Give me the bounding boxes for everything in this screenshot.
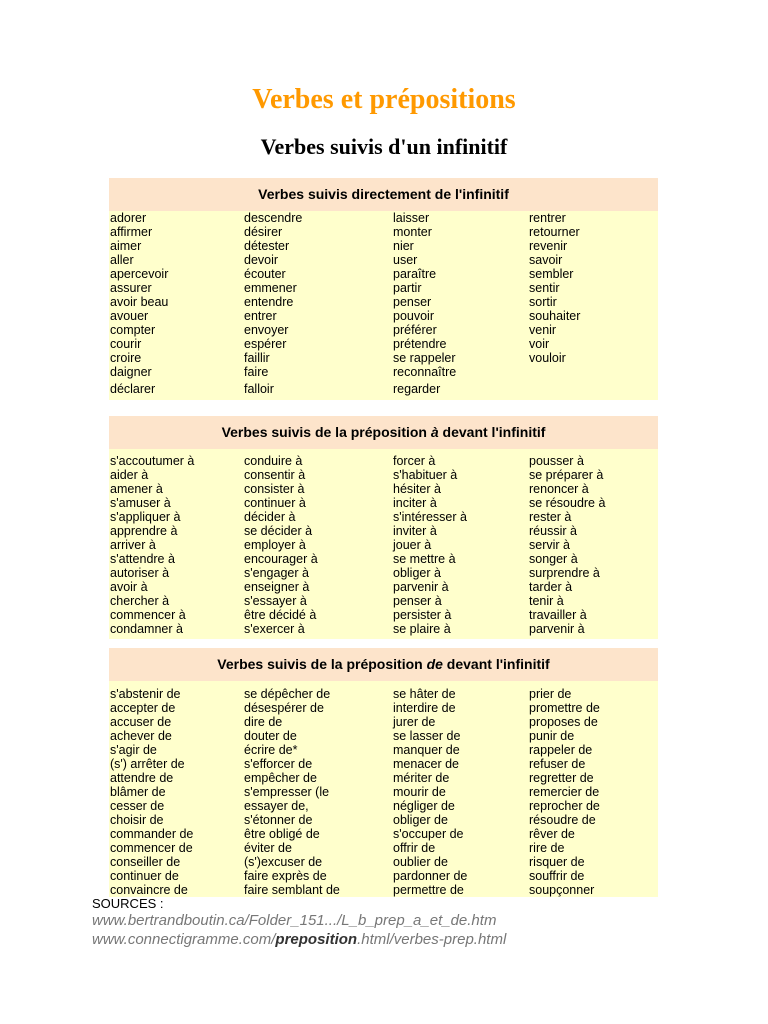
verb-cell: laisser (393, 211, 430, 225)
verb-cell: reconnaître (393, 365, 457, 379)
verb-cell: regretter de (529, 771, 594, 785)
verb-cell: renoncer à (529, 482, 589, 496)
table-row (109, 337, 658, 351)
verb-cell: aimer (110, 239, 142, 253)
verb-cell: s'attendre à (110, 552, 175, 566)
page-title: Verbes et prépositions (252, 84, 516, 115)
verb-cell: offrir de (393, 841, 436, 855)
verb-cell: manquer de (393, 743, 460, 757)
verb-cell: partir (393, 281, 422, 295)
page-subtitle: Verbes suivis d'un infinitif (260, 134, 508, 159)
section-header (109, 648, 658, 681)
table-row (109, 785, 658, 799)
table-row (109, 365, 658, 379)
header-text: Verbes suivis de la préposition (221, 424, 431, 440)
table-row (109, 295, 658, 309)
verb-cell: proposes de (529, 715, 598, 729)
verb-cell: se décider à (244, 524, 313, 538)
verb-cell: nier (393, 239, 414, 253)
verb-cell: réussir à (529, 524, 577, 538)
verb-cell: se dépêcher de (244, 687, 331, 701)
verb-cell: s'accoutumer à (110, 454, 195, 468)
verb-cell: soupçonner (529, 883, 595, 897)
verb-cell: mourir de (393, 785, 446, 799)
verb-cell: inviter à (393, 524, 437, 538)
verb-cell: déclarer (110, 382, 156, 396)
verb-cell: souhaiter (529, 309, 581, 323)
verb-cell: regarder (393, 382, 441, 396)
table-row (109, 566, 658, 580)
verb-cell: s'appliquer à (110, 510, 181, 524)
verb-cell: rester à (529, 510, 572, 524)
verb-cell: négliger de (393, 799, 455, 813)
table-row (109, 687, 658, 701)
verb-cell: interdire de (393, 701, 456, 715)
verb-cell: s'abstenir de (110, 687, 181, 701)
verb-cell: conseiller de (110, 855, 181, 869)
table-row (109, 538, 658, 552)
verb-cell: refuser de (529, 757, 586, 771)
verb-cell: rire de (529, 841, 565, 855)
table-row (109, 323, 658, 337)
section-direct-infinitive (109, 178, 658, 400)
verb-cell: punir de (529, 729, 575, 743)
verb-cell: s'exercer à (244, 622, 305, 636)
verb-cell: s'empresser (le (244, 785, 330, 799)
header-preposition: à (430, 424, 439, 440)
header-text: devant l'infinitif (438, 424, 546, 440)
header-text: Verbes suivis de la préposition (217, 656, 427, 672)
verb-cell: paraître (393, 267, 437, 281)
table-row (109, 701, 658, 715)
verb-cell: cesser de (110, 799, 165, 813)
verb-cell: rentrer (529, 211, 566, 225)
verb-cell: faire semblant de (244, 883, 340, 897)
verb-cell: autoriser à (110, 566, 170, 580)
table-row (109, 351, 658, 365)
verb-cell: achever de (110, 729, 172, 743)
verb-cell: servir à (529, 538, 570, 552)
verb-cell: commencer à (110, 608, 186, 622)
table-row (109, 883, 658, 897)
table-row (109, 622, 658, 636)
verb-cell: douter de (244, 729, 297, 743)
verb-cell: remercier de (529, 785, 600, 799)
verb-cell: être obligé de (244, 827, 320, 841)
verb-cell: (s')excuser de (244, 855, 323, 869)
verb-cell: aider à (110, 468, 149, 482)
verb-cell: éviter de (244, 841, 292, 855)
section-preposition-de (109, 648, 658, 897)
table-row (109, 482, 658, 496)
verb-cell: emmener (244, 281, 297, 295)
table-row (109, 855, 658, 869)
verb-cell: se hâter de (393, 687, 456, 701)
verb-cell (529, 382, 658, 396)
verb-cell: vouloir (529, 351, 566, 365)
verb-cell: désespérer de (244, 701, 324, 715)
verb-cell: se préparer à (529, 468, 604, 482)
verb-cell: accepter de (110, 701, 176, 715)
verb-cell: tarder à (529, 580, 573, 594)
verb-cell: souffrir de (529, 869, 585, 883)
verb-cell: pousser à (529, 454, 584, 468)
table-row (109, 729, 658, 743)
section-header: Verbes suivis directement de l'infinitif (109, 178, 658, 211)
table-row (109, 608, 658, 622)
verb-cell: falloir (244, 382, 274, 396)
verb-cell: encourager à (244, 552, 318, 566)
table-row (109, 743, 658, 757)
verb-cell: retourner (529, 225, 580, 239)
verb-cell: apprendre à (110, 524, 178, 538)
verb-cell: devoir (244, 253, 279, 267)
table-row (109, 524, 658, 538)
verb-cell: faillir (244, 351, 270, 365)
verb-cell: tenir à (529, 594, 564, 608)
verb-cell: s'habituer à (393, 468, 458, 482)
verb-cell: être décidé à (244, 608, 317, 622)
table-row (109, 253, 658, 267)
verb-cell: conduire à (244, 454, 303, 468)
verb-cell: (s') arrêter de (110, 757, 185, 771)
verb-cell: obliger de (393, 813, 448, 827)
verb-cell: essayer de, (244, 799, 309, 813)
table-row (109, 468, 658, 482)
verb-cell: se mettre à (393, 552, 456, 566)
verb-cell: arriver à (110, 538, 156, 552)
verb-cell: jouer à (393, 538, 432, 552)
verb-cell (529, 365, 658, 379)
table-row (109, 552, 658, 566)
source-link-part: preposition (275, 931, 358, 948)
verb-cell: croire (110, 351, 142, 365)
verb-cell: revenir (529, 239, 568, 253)
verb-cell: espérer (244, 337, 287, 351)
verb-cell: songer à (529, 552, 578, 566)
table-row (109, 211, 658, 225)
verb-cell: continuer à (244, 496, 306, 510)
verb-cell: préférer (393, 323, 437, 337)
verb-cell: entrer (244, 309, 277, 323)
verb-cell: amener à (110, 482, 163, 496)
header-text: devant l'infinitif (442, 656, 550, 672)
verb-cell: s'efforcer de (244, 757, 313, 771)
verb-cell: affirmer (110, 225, 153, 239)
table-row (109, 594, 658, 608)
table-row (109, 382, 658, 396)
table-row (109, 827, 658, 841)
table-row (109, 225, 658, 239)
header-preposition: de (426, 656, 443, 672)
verb-cell: sembler (529, 267, 574, 281)
verb-cell: jurer de (393, 715, 436, 729)
verb-cell: résoudre de (529, 813, 596, 827)
verb-cell: daigner (110, 365, 152, 379)
verb-cell: reprocher de (529, 799, 600, 813)
verb-cell: risquer de (529, 855, 585, 869)
verb-cell: décider à (244, 510, 296, 524)
verb-cell: continuer de (110, 869, 179, 883)
sources-label: SOURCES : (92, 896, 164, 911)
verb-cell: parvenir à (529, 622, 585, 636)
verb-cell: sortir (529, 295, 557, 309)
verb-cell: user (393, 253, 418, 267)
table-row (109, 799, 658, 813)
verb-cell: s'étonner de (244, 813, 313, 827)
verb-cell: blâmer de (110, 785, 166, 799)
verb-cell: attendre de (110, 771, 174, 785)
verb-cell: descendre (244, 211, 303, 225)
verb-cell: avoir beau (110, 295, 169, 309)
section-preposition-a (109, 416, 658, 639)
section-header (109, 416, 658, 449)
verb-cell: consister à (244, 482, 305, 496)
table-row (109, 309, 658, 323)
table-row (109, 869, 658, 883)
verb-cell: surprendre à (529, 566, 600, 580)
table-row (109, 580, 658, 594)
table-row (109, 454, 658, 468)
verb-cell: rappeler de (529, 743, 593, 757)
verb-cell: compter (110, 323, 156, 337)
verb-cell: voir (529, 337, 550, 351)
verb-cell: commencer de (110, 841, 193, 855)
verb-cell: mériter de (393, 771, 450, 785)
verb-cell: s'intéresser à (393, 510, 467, 524)
verb-cell: convaincre de (110, 883, 188, 897)
verb-cell: forcer à (393, 454, 436, 468)
verb-cell: apercevoir (110, 267, 169, 281)
table-row (109, 771, 658, 785)
verb-cell: consentir à (244, 468, 306, 482)
verb-cell: permettre de (393, 883, 464, 897)
verb-cell: commander de (110, 827, 194, 841)
table-row (109, 757, 658, 771)
verb-cell: monter (393, 225, 432, 239)
verb-cell: hésiter à (393, 482, 441, 496)
table-row (109, 715, 658, 729)
verb-cell: prétendre (393, 337, 447, 351)
source-link[interactable] (92, 931, 506, 948)
verb-cell: penser à (393, 594, 442, 608)
verb-cell: entendre (244, 295, 294, 309)
verb-cell: venir (529, 323, 557, 337)
verb-cell: s'essayer à (244, 594, 307, 608)
table-row (109, 813, 658, 827)
verb-cell: accuser de (110, 715, 172, 729)
verb-cell: envoyer (244, 323, 289, 337)
verb-cell: promettre de (529, 701, 600, 715)
verb-table (109, 211, 658, 400)
table-row (109, 281, 658, 295)
verb-cell: faire exprès de (244, 869, 327, 883)
table-row (109, 267, 658, 281)
source-link-part: .html/verbes-prep.html (357, 931, 507, 948)
verb-cell: employer à (244, 538, 306, 552)
verb-cell: se rappeler (393, 351, 456, 365)
verb-cell: obliger à (393, 566, 441, 580)
verb-cell: pardonner de (393, 869, 468, 883)
verb-cell: s'amuser à (110, 496, 171, 510)
verb-cell: choisir de (110, 813, 164, 827)
verb-table (109, 681, 658, 897)
verb-cell: avoir à (110, 580, 148, 594)
verb-cell: pouvoir (393, 309, 434, 323)
source-link-part: www.connectigramme.com/ (92, 931, 276, 948)
verb-cell: persister à (393, 608, 452, 622)
verb-cell: faire (244, 365, 269, 379)
verb-cell: s'agir de (110, 743, 157, 757)
verb-cell: dire de (244, 715, 283, 729)
verb-cell: prier de (529, 687, 572, 701)
verb-cell: assurer (110, 281, 152, 295)
verb-cell: s'occuper de (393, 827, 464, 841)
verb-cell: se résoudre à (529, 496, 606, 510)
verb-cell: s'engager à (244, 566, 309, 580)
verb-table (109, 449, 658, 639)
verb-cell: rêver de (529, 827, 575, 841)
verb-cell: condamner à (110, 622, 183, 636)
verb-cell: savoir (529, 253, 563, 267)
verb-cell: détester (244, 239, 290, 253)
table-row (109, 510, 658, 524)
verb-cell: courir (110, 337, 142, 351)
verb-cell: adorer (110, 211, 147, 225)
verb-cell: empêcher de (244, 771, 317, 785)
verb-cell: oublier de (393, 855, 448, 869)
verb-cell: enseigner à (244, 580, 310, 594)
verb-cell: chercher à (110, 594, 170, 608)
table-row (109, 841, 658, 855)
verb-cell: avouer (110, 309, 149, 323)
verb-cell: sentir (529, 281, 560, 295)
verb-cell: parvenir à (393, 580, 449, 594)
verb-cell: inciter à (393, 496, 437, 510)
table-row (109, 239, 658, 253)
verb-cell: penser (393, 295, 432, 309)
source-link[interactable]: www.bertrandboutin.ca/Folder_151.../L_b_prep_a_et_de.htm (92, 912, 497, 929)
verb-cell: écouter (244, 267, 286, 281)
verb-cell: travailler à (529, 608, 587, 622)
verb-cell: se plaire à (393, 622, 451, 636)
verb-cell: écrire de* (244, 743, 298, 757)
verb-cell: aller (110, 253, 134, 267)
table-row (109, 496, 658, 510)
verb-cell: se lasser de (393, 729, 461, 743)
verb-cell: menacer de (393, 757, 460, 771)
verb-cell: désirer (244, 225, 283, 239)
